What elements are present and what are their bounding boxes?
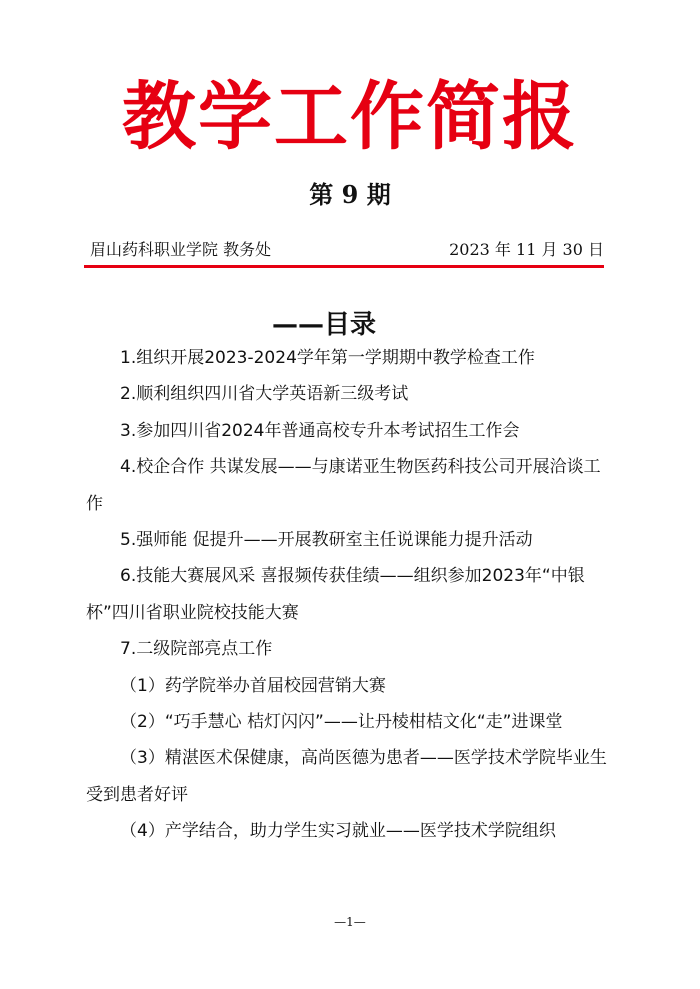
toc-title: ——目录	[272, 310, 377, 340]
publish-date: 2023 年 11 月 30 日	[449, 240, 604, 259]
toc-item-4: 4.校企合作 共谋发展——与康诺亚生物医药科技公司开展洽谈工作	[86, 457, 601, 514]
toc-item-2: 2.顺利组织四川省大学英语新三级考试	[120, 384, 409, 405]
table-of-contents	[86, 340, 616, 850]
toc-item-1: 1.组织开展2023-2024学年第一学期期中教学检查工作	[120, 348, 535, 368]
publisher: 眉山药科职业学院 教务处	[90, 240, 272, 259]
toc-subitem-3: （3）精湛医术保健康，高尚医德为患者——医学技术学院毕业生受到患者好评	[86, 748, 607, 805]
red-divider	[84, 265, 604, 268]
toc-item-7: 7.二级院部亮点工作	[120, 639, 273, 660]
toc-subitem-4: （4）产学结合，助力学生实习就业——医学技术学院组织	[120, 821, 556, 842]
masthead-title: 教学工作简报	[122, 74, 578, 160]
toc-item-5: 5.强师能 促提升——开展教研室主任说课能力提升活动	[120, 530, 533, 551]
page-number: —1—	[334, 915, 366, 929]
toc-subitem-2: （2）“巧手慧心 桔灯闪闪”——让丹棱柑桔文化“走”进课堂	[120, 712, 563, 733]
issue-number: 第 9 期	[309, 180, 391, 209]
toc-item-6: 6.技能大赛展风采 喜报频传获佳绩——组织参加2023年“中银杯”四川省职业院校技能大赛	[86, 566, 585, 623]
toc-subitem-1: （1）药学院举办首届校园营销大赛	[120, 675, 386, 696]
toc-item-3: 3.参加四川省2024年普通高校专升本考试招生工作会	[120, 420, 520, 441]
